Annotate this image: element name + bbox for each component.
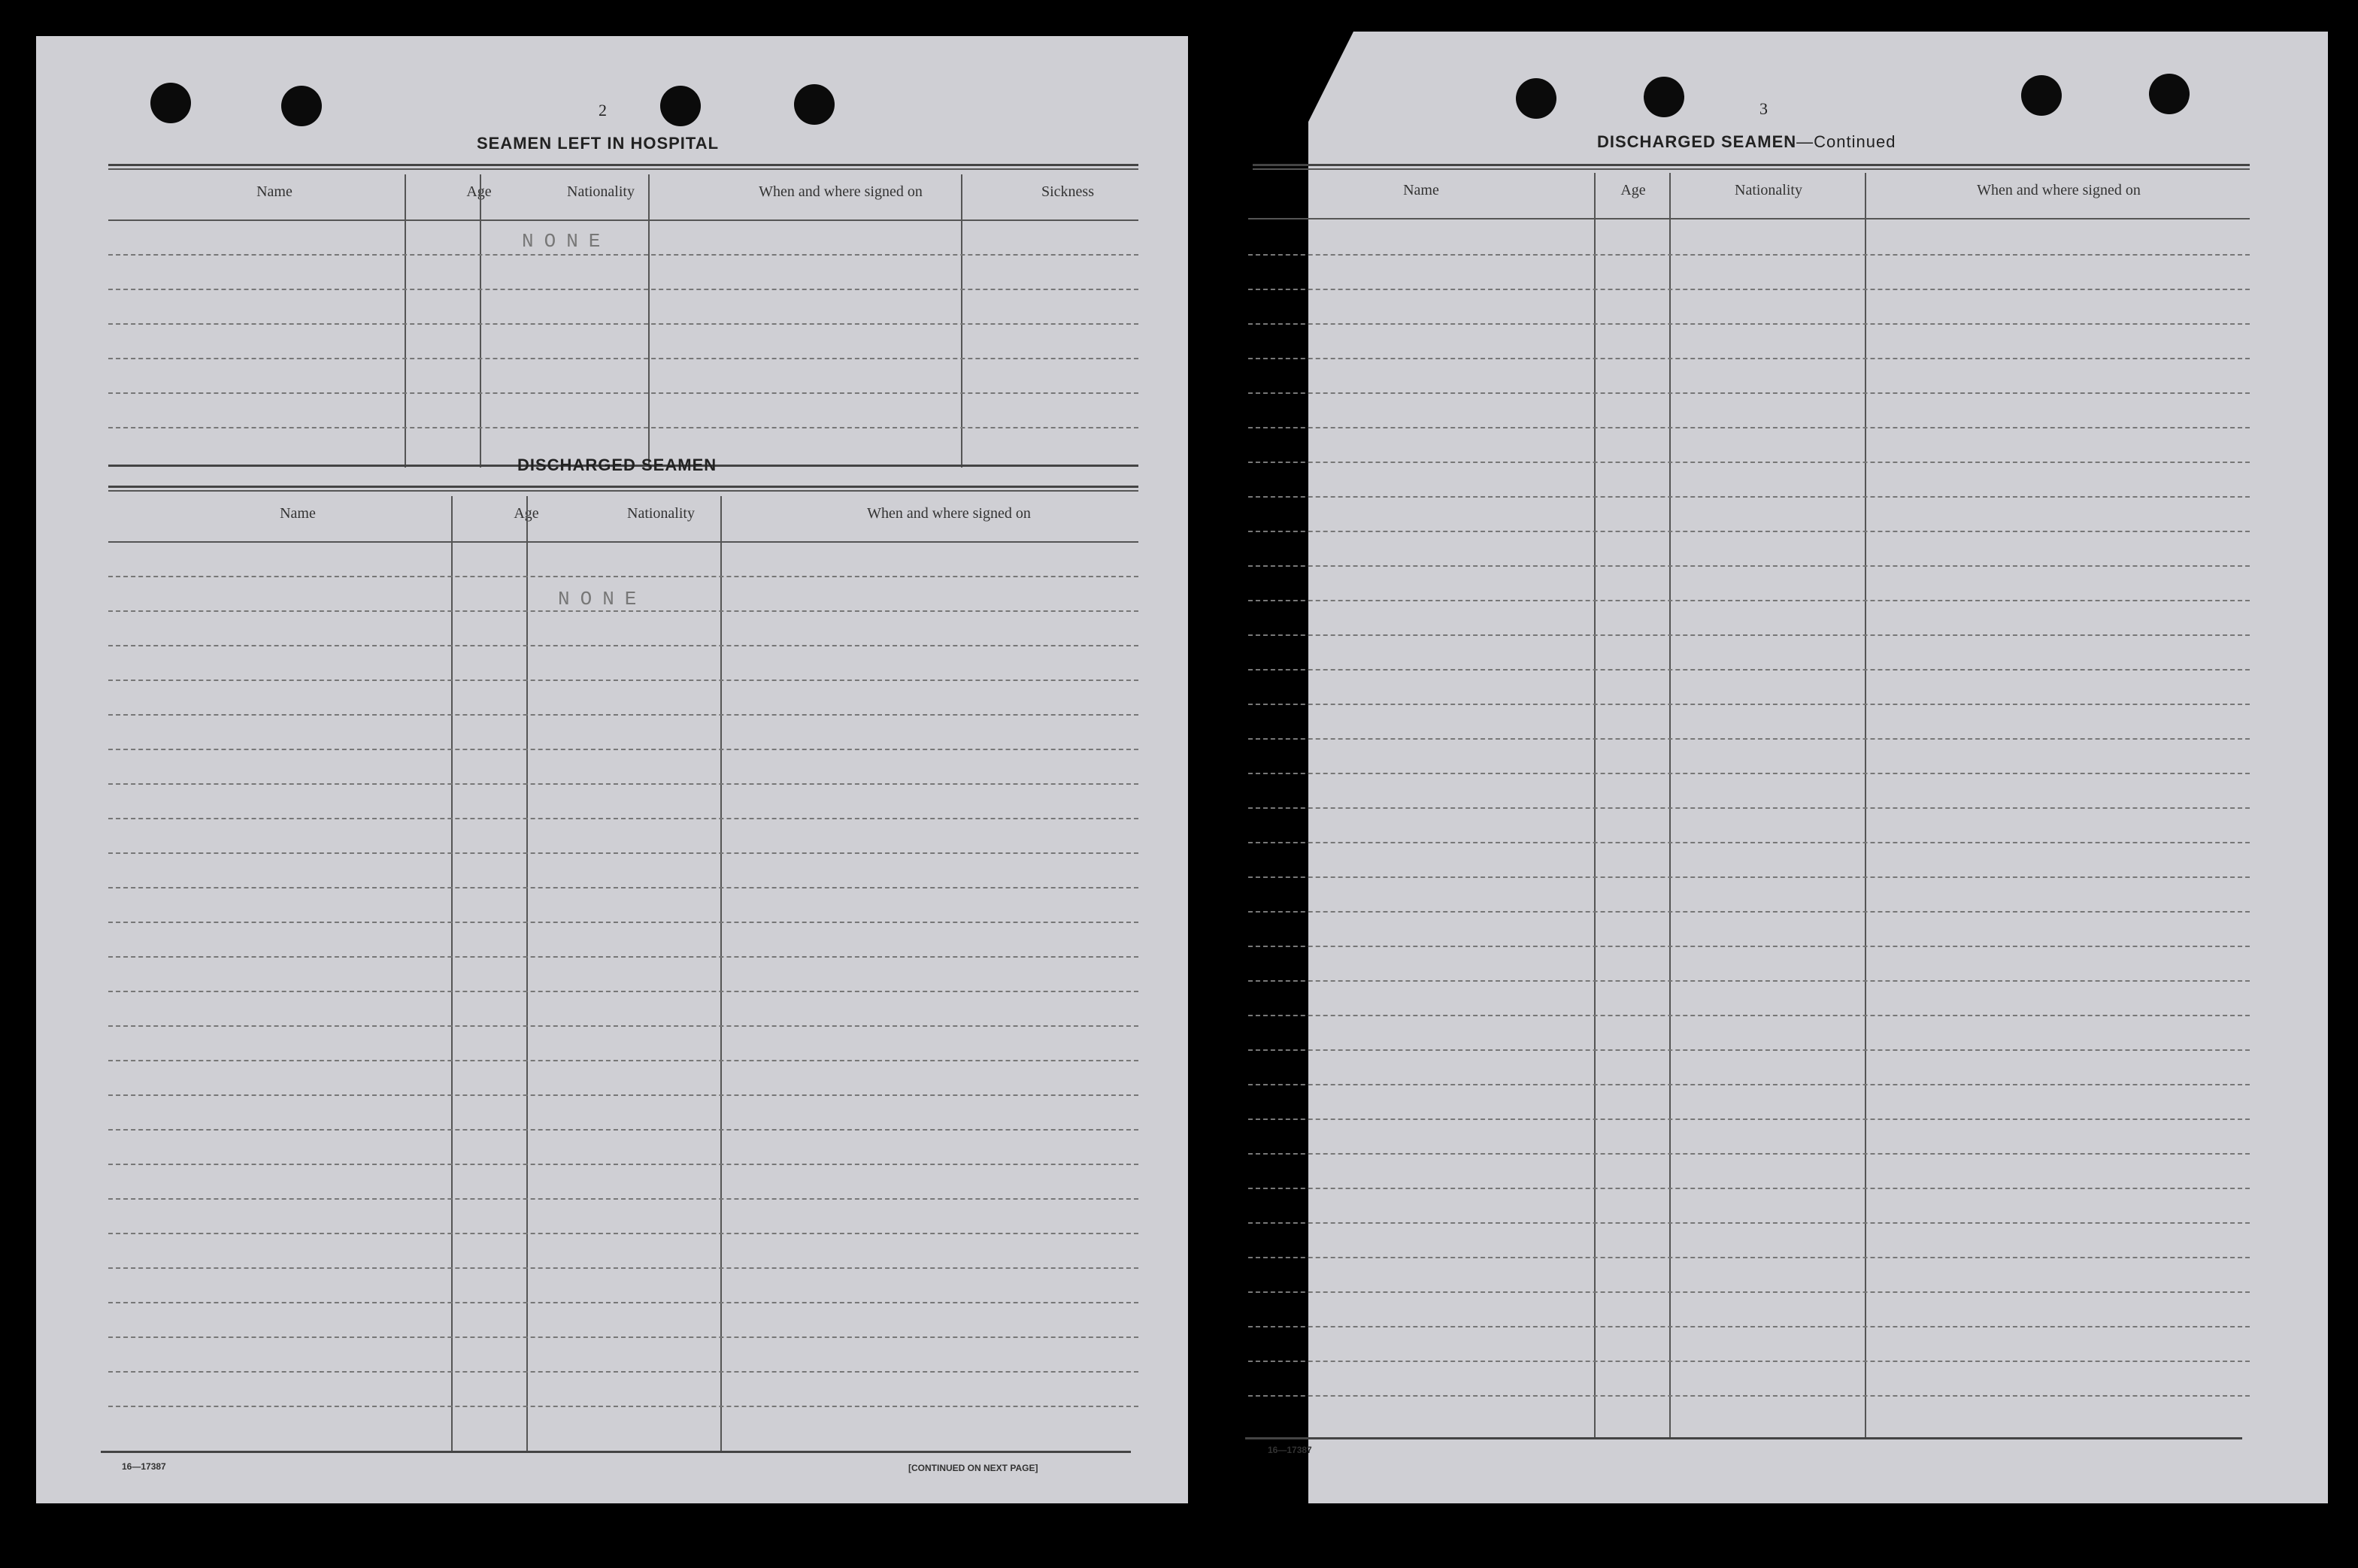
column-divider <box>720 496 722 1451</box>
entry-line <box>108 610 1138 612</box>
entry-line <box>108 1060 1138 1061</box>
form-number: 16—17387 <box>122 1461 166 1472</box>
entry-line <box>108 1371 1138 1373</box>
entry-line <box>108 1267 1138 1269</box>
entry-line <box>1248 289 2250 290</box>
entry-line <box>1248 669 2250 670</box>
entry-line <box>1248 704 2250 705</box>
entry-line <box>1248 1015 2250 1016</box>
col-header-signed-on: When and where signed on <box>1977 182 2141 198</box>
col-header-name: Name <box>256 183 292 200</box>
entry-line <box>1248 1153 2250 1155</box>
form-number: 16—17387 <box>1268 1445 1312 1455</box>
entry-line <box>1248 634 2250 636</box>
entry-line <box>108 818 1138 819</box>
entry-line <box>108 714 1138 716</box>
punch-hole <box>1644 77 1684 117</box>
col-header-name: Name <box>280 505 316 522</box>
entry-line <box>1248 1188 2250 1189</box>
entry-line <box>108 1129 1138 1131</box>
punch-hole <box>1516 78 1556 119</box>
entry-line <box>108 1025 1138 1027</box>
table-top-rule <box>108 486 1138 488</box>
entry-line <box>108 1094 1138 1096</box>
entry-line <box>108 358 1138 359</box>
column-divider <box>1865 173 1866 1437</box>
section-title-main: DISCHARGED SEAMEN <box>1597 132 1797 151</box>
punch-hole <box>2149 74 2190 114</box>
entry-line <box>1248 842 2250 843</box>
header-bottom-rule <box>108 541 1138 543</box>
column-divider <box>961 174 962 468</box>
col-header-age: Age <box>514 505 539 522</box>
right-page <box>1268 32 2328 1503</box>
section-title-suffix: —Continued <box>1796 132 1896 151</box>
entry-line <box>108 576 1138 577</box>
column-divider <box>451 496 453 1451</box>
punch-hole <box>660 86 701 126</box>
entry-line <box>1248 1118 2250 1120</box>
entry-line <box>108 852 1138 854</box>
table-top-rule <box>108 168 1138 170</box>
entry-line <box>1248 738 2250 740</box>
entry-line <box>108 427 1138 428</box>
entry-line <box>1248 1395 2250 1397</box>
table-top-rule <box>1253 164 2250 166</box>
entry-line <box>1248 496 2250 498</box>
entry-line <box>108 254 1138 256</box>
entry-line <box>108 991 1138 992</box>
entry-line <box>1248 1361 2250 1362</box>
entry-line <box>1248 600 2250 601</box>
entry-line <box>108 749 1138 750</box>
table-bottom-rule <box>101 1451 1131 1453</box>
punch-hole <box>150 83 191 123</box>
entry-line <box>1248 254 2250 256</box>
column-divider <box>1669 173 1671 1437</box>
entry-line <box>1248 1257 2250 1258</box>
entry-line <box>1248 323 2250 325</box>
entry-line <box>1248 1291 2250 1293</box>
col-header-nationality: Nationality <box>627 505 695 522</box>
left-page <box>36 36 1188 1503</box>
entry-line <box>108 323 1138 325</box>
entry-line <box>108 1336 1138 1338</box>
col-header-signed-on: When and where signed on <box>759 183 923 200</box>
col-header-signed-on: When and where signed on <box>867 505 1031 522</box>
entry-line <box>108 783 1138 785</box>
entry-line <box>1248 531 2250 532</box>
entry-line <box>108 956 1138 958</box>
col-header-nationality: Nationality <box>567 183 635 200</box>
table-top-rule <box>108 490 1138 492</box>
header-bottom-rule <box>1248 218 2250 219</box>
continued-note: [CONTINUED ON NEXT PAGE] <box>908 1463 1038 1473</box>
entry-line <box>1248 911 2250 913</box>
entry-line <box>1248 358 2250 359</box>
column-divider <box>1594 173 1596 1437</box>
entry-line <box>1248 1326 2250 1327</box>
entry-line <box>108 645 1138 646</box>
entry-line <box>1248 1084 2250 1085</box>
col-header-name: Name <box>1403 182 1439 198</box>
entry-line <box>1248 427 2250 428</box>
page-number: 2 <box>599 101 607 120</box>
entry-line <box>1248 462 2250 463</box>
section-title <box>1597 132 1896 152</box>
col-header-age: Age <box>1620 182 1646 198</box>
entry-line <box>108 289 1138 290</box>
entry-line <box>1248 773 2250 774</box>
entry-line <box>1248 876 2250 878</box>
table-top-rule <box>1253 168 2250 170</box>
entry-line <box>108 1302 1138 1303</box>
punch-hole <box>2021 75 2062 116</box>
punch-hole <box>794 84 835 125</box>
column-divider <box>480 174 481 468</box>
hospital-section-title: SEAMEN LEFT IN HOSPITAL <box>477 134 720 153</box>
entry-line <box>108 1198 1138 1200</box>
entry-line <box>108 1406 1138 1407</box>
torn-corner <box>1301 32 1353 137</box>
punch-hole <box>281 86 322 126</box>
column-divider <box>648 174 650 468</box>
discharged-section-title: DISCHARGED SEAMEN <box>517 456 717 474</box>
entry-line <box>108 1233 1138 1234</box>
entry-line <box>1248 980 2250 982</box>
entry-line <box>1248 1049 2250 1051</box>
col-header-nationality: Nationality <box>1735 182 1802 198</box>
entry-line <box>108 680 1138 681</box>
column-divider <box>526 496 528 1451</box>
typed-entry: NONE <box>558 588 647 610</box>
entry-line <box>1248 565 2250 567</box>
header-bottom-rule <box>108 219 1138 221</box>
entry-line <box>108 392 1138 394</box>
page-number: 3 <box>1759 99 1768 118</box>
column-divider <box>405 174 406 468</box>
entry-line <box>1248 1222 2250 1224</box>
entry-line <box>108 887 1138 888</box>
col-header-age: Age <box>466 183 492 200</box>
entry-line <box>108 1164 1138 1165</box>
entry-line <box>1248 392 2250 394</box>
col-header-sickness: Sickness <box>1041 183 1094 200</box>
entry-line <box>1248 807 2250 809</box>
table-bottom-rule <box>1245 1437 2242 1439</box>
entry-line <box>108 922 1138 923</box>
entry-line <box>1248 946 2250 947</box>
table-top-rule <box>108 164 1138 166</box>
typed-entry: NONE <box>522 230 611 253</box>
